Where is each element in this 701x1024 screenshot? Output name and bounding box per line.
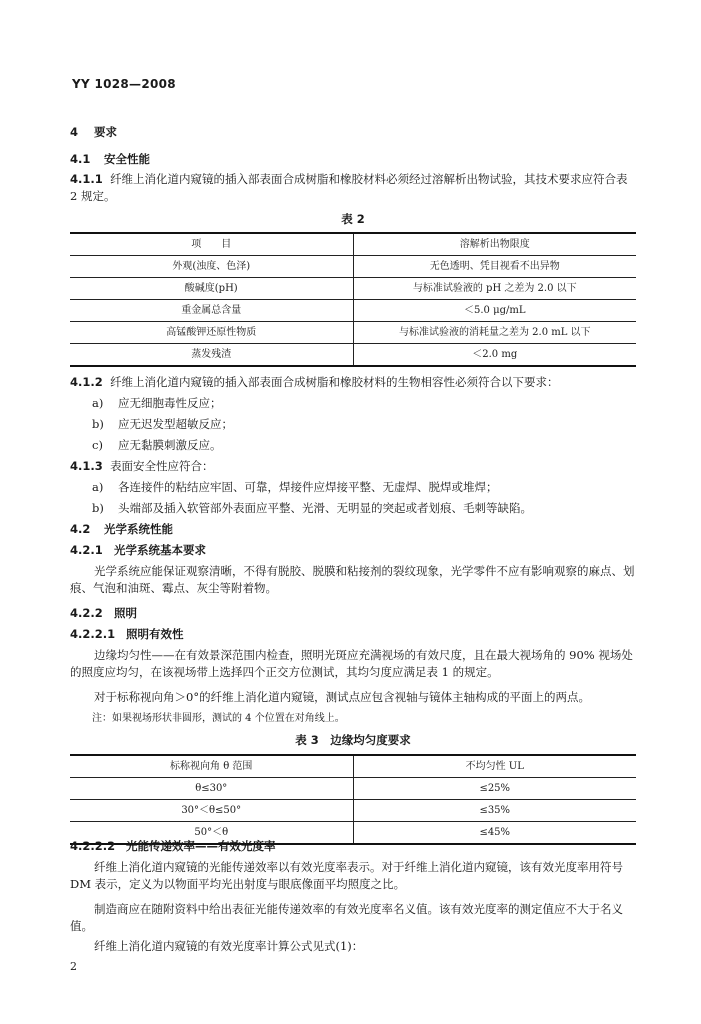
section-number: 4.1.1 (70, 172, 103, 186)
section-4-2-2-1-heading (70, 626, 184, 643)
table-cell: 与标准试验液的消耗量之差为 2.0 mL 以下 (353, 322, 636, 344)
list-label: b) (92, 417, 104, 431)
section-number: 4 (70, 125, 79, 139)
table-cell: 高锰酸钾还原性物质 (70, 322, 353, 344)
table-cell: 与标准试验液的 pH 之差为 2.0 以下 (353, 278, 636, 300)
section-number: 4.2.1 (70, 543, 103, 557)
section-4-1-heading (70, 151, 150, 168)
table-cell: ≤35% (353, 800, 636, 822)
list-item (92, 500, 642, 517)
table-cell: 30°＜θ≤50° (70, 800, 353, 822)
table-2 (70, 232, 636, 367)
table-cell: θ≤30° (70, 778, 353, 800)
table-cell: 外观(浊度、色泽) (70, 256, 353, 278)
table-3 (70, 754, 636, 845)
table-cell: 无色透明、凭目视看不出异物 (353, 256, 636, 278)
table-header-cell: 溶解析出物限度 (353, 233, 636, 256)
note: 注：如果视场形状非圆形，测试的 4 个位置在对角线上。 (92, 713, 345, 724)
section-4-1-1 (70, 171, 636, 205)
section-title: 安全性能 (104, 152, 151, 166)
table-row (70, 300, 636, 322)
list-item (92, 437, 642, 454)
section-number: 4.2.2.1 (70, 627, 116, 641)
list-item (92, 416, 642, 433)
table-header-row (70, 755, 636, 778)
section-number: 4.2.2.2 (70, 839, 116, 853)
table-row (70, 344, 636, 367)
table-header-cell: 标称视向角 θ 范围 (70, 755, 353, 778)
table-cell: ＜2.0 mg (353, 344, 636, 367)
section-number: 4.1.2 (70, 375, 103, 389)
section-text: 纤维上消化道内窥镜的插入部表面合成树脂和橡胶材料的生物相容性必须符合以下要求： (110, 375, 559, 389)
table-cell: ≤25% (353, 778, 636, 800)
section-4-2-2-1-paragraph-2: 对于标称视向角＞0°的纤维上消化道内窥镜，测试点应包含视轴与镜体主轴构成的平面上的两点。 (94, 690, 591, 704)
page-number: 2 (70, 960, 77, 973)
list-label: a) (92, 396, 104, 410)
table-row (70, 322, 636, 344)
section-title: 光学系统基本要求 (114, 543, 207, 557)
section-4-2-2-heading (70, 605, 137, 622)
section-4-2-1-text: 光学系统应能保证观察清晰，不得有脱胶、脱膜和粘接剂的裂纹现象，光学零件不应有影响观察的麻点、划痕、气泡和油斑、霉点、灰尘等附着物。 (70, 564, 635, 595)
section-4-2-2-2-paragraph-1: 纤维上消化道内窥镜的光能传递效率以有效光度率表示。对于纤维上消化道内窥镜，该有效光度率用符号 DM 表示，定义为以物面平均光出射度与眼底像面平均照度之比。 (70, 860, 623, 891)
table-cell: 蒸发残渣 (70, 344, 353, 367)
section-4-2-2-2-paragraph-2: 制造商应在随附资料中给出表征光能传递效率的有效光度率名义值。该有效光度率的测定值应不大于名义值。 (70, 902, 623, 933)
list-item (92, 395, 642, 412)
section-4-1-2 (70, 374, 636, 391)
standard-code: YY 1028—2008 (72, 77, 176, 91)
table-cell: 酸碱度(pH) (70, 278, 353, 300)
section-4-2-2-2-paragraph-3: 纤维上消化道内窥镜的有效光度率计算公式见式(1)： (94, 939, 364, 953)
section-number: 4.1 (70, 152, 91, 166)
section-4-2-heading (70, 521, 173, 538)
table-row (70, 278, 636, 300)
list-label: a) (92, 480, 104, 494)
section-4-heading (70, 124, 117, 141)
table-header-row (70, 233, 636, 256)
list-text: 各连接件的粘结应牢固、可靠，焊接件应焊接平整、无虚焊、脱焊或堆焊； (118, 480, 498, 494)
table-cell: ≤45% (353, 822, 636, 845)
table-2-caption: 表 2 (341, 212, 365, 226)
section-title: 光学系统性能 (104, 522, 174, 536)
list-text: 应无黏膜刺激反应。 (118, 438, 222, 452)
section-title: 光能传递效率——有效光度率 (126, 839, 276, 853)
table-cell: 重金属总含量 (70, 300, 353, 322)
list-label: c) (92, 438, 103, 452)
section-title: 要求 (94, 125, 118, 139)
section-4-2-2-2-heading (70, 838, 276, 855)
section-number: 4.2.2 (70, 606, 103, 620)
table-header-cell: 项 目 (70, 233, 353, 256)
section-title: 照明 (114, 606, 138, 620)
list-text: 头端部及插入软管部外表面应平整、光滑、无明显的突起或者划痕、毛刺等缺陷。 (118, 501, 532, 515)
section-4-1-3 (70, 458, 636, 475)
section-number: 4.1.3 (70, 459, 103, 473)
table-cell: 50°＜θ (70, 822, 353, 845)
table-3-caption: 表 3 边缘均匀度要求 (295, 733, 411, 747)
list-item (92, 479, 642, 496)
table-row (70, 778, 636, 800)
list-text: 应无细胞毒性反应； (118, 396, 222, 410)
table-cell: ＜5.0 μg/mL (353, 300, 636, 322)
list-label: b) (92, 501, 104, 515)
section-text: 表面安全性应符合： (110, 459, 214, 473)
table-row (70, 800, 636, 822)
table-row (70, 256, 636, 278)
list-text: 应无迟发型超敏反应； (118, 417, 233, 431)
section-title: 照明有效性 (126, 627, 184, 641)
table-header-cell: 不均匀性 UL (353, 755, 636, 778)
section-text: 纤维上消化道内窥镜的插入部表面合成树脂和橡胶材料必须经过溶解析出物试验，其技术要求应符合表 2 规定。 (70, 172, 628, 203)
section-4-2-1-heading (70, 542, 206, 559)
section-number: 4.2 (70, 522, 91, 536)
section-4-2-2-1-paragraph-1: 边缘均匀性——在有效景深范围内检查，照明光斑应充满视场的有效尺度，且在最大视场角的 90% 视场处的照度应均匀，在该视场带上选择四个正交方位测试，其均匀度应满足表 1 的规定。 (70, 648, 633, 679)
